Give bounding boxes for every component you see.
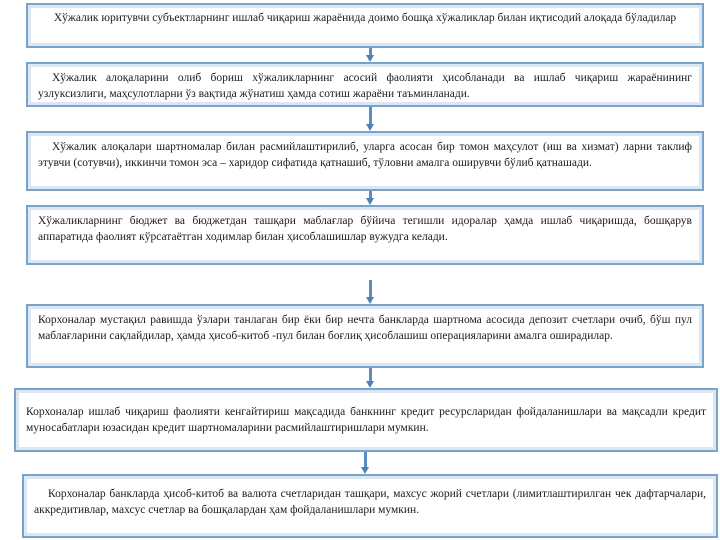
flow-box-4-text: Хўжаликларнинг бюджет ва бюджетдан ташқари маблағлар бўйича тегишли идоралар ҳамда ишлаб чиқаришда, бошқарув аппаратида фаолият кўрсатаётган ходимлар билан ҳисоблашишлар вужудга келади. (38, 215, 692, 243)
flow-box-1 (26, 3, 704, 48)
flow-arrow-6 (361, 452, 370, 474)
flow-box-5-text: Корхоналар мустақил равишда ўзлари танлаган бир ёки бир нечта банкларда шартнома асосида депозит счетлари очиб, бўш пул маблағларини сақлайдилар, ҳамда ҳисоб-китоб -пул билан боғлиқ ҳисоблашиш операцияларини амалга оширадилар. (38, 314, 692, 342)
flow-box-1-text: Хўжалик юритувчи субъектларнинг ишлаб чиқариш жараёнида доимо бошқа хўжаликлар билан иқтисодий алоқада бўладилар (53, 12, 677, 24)
flow-box-6-text: Корхоналар ишлаб чиқариш фаолияти кенгайтириш мақсадида банкнинг кредит ресурсларидан фойдаланишлари ва мақсадли кредит муносабатлари юзасидан кредит шартномаларини расмийлаштиришлари мумкин. (26, 406, 706, 434)
flow-arrow-2 (366, 107, 375, 131)
flow-arrow-5 (366, 368, 375, 388)
flow-box-3-text: Хўжалик алоқалари шартномалар билан расмийлаштирилиб, уларга асосан бир томон маҳсулот (иш ва хизмат) ларни таклиф этувчи (сотувчи), иккинчи томон эса – харидор сифатида қатнашиб, тўловни амалга оширувчи бўлиб қатнашади. (38, 141, 692, 169)
flow-box-2 (26, 62, 704, 107)
flow-box-7 (22, 474, 718, 538)
flow-arrow-3 (366, 191, 375, 205)
flow-box-2-text: Хўжалик алоқаларини олиб бориш хўжаликларнинг асосий фаолияти ҳисобланади ва ишлаб чиқариш жараёнининг узлуксизлиги, маҳсулотларни ўз вақтида жўнатиш ҳамда сотиш жараёни таъминланади. (38, 72, 692, 100)
flow-box-3 (26, 131, 704, 191)
flow-box-5 (26, 304, 704, 368)
flow-box-4 (26, 205, 704, 265)
flow-box-7-text: Корхоналар банкларда ҳисоб-китоб ва валюта счетларидан ташқари, махсус жорий счетлари (лимитлаштирилган чек дафтарчалари, аккредитивлар, махсус счетлар ва бошқалардан ҳам фойдаланишлари мумкин. (34, 488, 706, 516)
flow-arrow-4 (366, 280, 375, 304)
flow-arrow-1 (366, 48, 375, 62)
flow-box-6 (14, 388, 718, 452)
